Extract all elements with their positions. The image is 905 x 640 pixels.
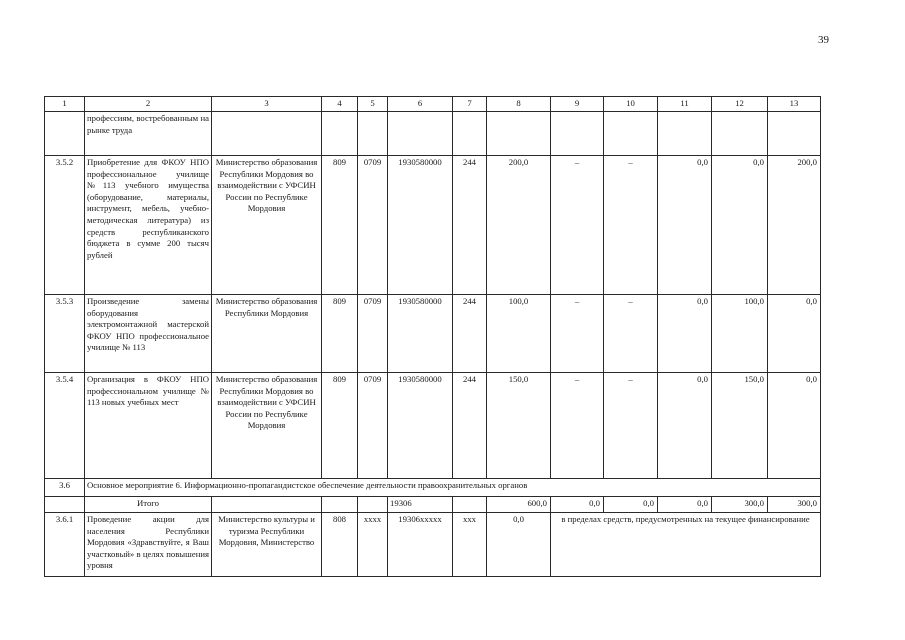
header-cell: 6	[388, 97, 453, 112]
cell-value: 0,0	[658, 497, 712, 513]
table-row	[45, 373, 821, 479]
cell-value: –	[604, 156, 658, 295]
table-row	[45, 295, 821, 373]
header-cell: 1	[45, 97, 85, 112]
cell-value: –	[604, 295, 658, 373]
cell-value: 19306ххххх	[388, 513, 453, 577]
cell-value: 808	[322, 513, 358, 577]
table-row	[45, 156, 821, 295]
cell-value: 0,0	[658, 156, 712, 295]
header-cell: 3	[212, 97, 322, 112]
executor: Министерство образования Республики Мордовия	[212, 295, 322, 373]
section-row	[45, 479, 821, 497]
cell-value: 809	[322, 156, 358, 295]
header-cell: 10	[604, 97, 658, 112]
cell-value: –	[551, 156, 604, 295]
cell-value: 244	[453, 295, 487, 373]
cell-value: 244	[453, 373, 487, 479]
item-number: 3.6.1	[45, 513, 85, 577]
executor: Министерство культуры и туризма Республики Мордовия, Министерство	[212, 513, 322, 577]
cell-value: 1930580000	[388, 373, 453, 479]
header-cell: 9	[551, 97, 604, 112]
table-row	[45, 513, 821, 577]
cell-value: 809	[322, 295, 358, 373]
cell-value: 200,0	[768, 156, 821, 295]
cell-value: 0,0	[658, 295, 712, 373]
header-cell: 11	[658, 97, 712, 112]
cell-value: 0,0	[487, 513, 551, 577]
program-table	[44, 96, 821, 577]
item-name: Организация в ФКОУ НПО профессиональном училище № 113 новых учебных мест	[85, 373, 212, 479]
cell-value: 19306	[388, 497, 453, 513]
section-number: 3.6	[45, 479, 85, 497]
table-header-row	[45, 97, 821, 112]
header-cell: 13	[768, 97, 821, 112]
item-name: Произведение замены оборудования электромонтажной мастерской ФКОУ НПО профессиональное училище № 113	[85, 295, 212, 373]
header-cell: 8	[487, 97, 551, 112]
cell-value: 1930580000	[388, 295, 453, 373]
cell-value: хххх	[358, 513, 388, 577]
item-name: профессиям, востребованным на рынке труда	[85, 112, 212, 156]
total-row	[45, 497, 821, 513]
cell-value: 600,0	[487, 497, 551, 513]
cell-value: 0,0	[712, 156, 768, 295]
cell-value: 0709	[358, 295, 388, 373]
funding-note: в пределах средств, предусмотренных на текущее финансирование	[551, 513, 821, 577]
item-number: 3.5.2	[45, 156, 85, 295]
cell-value: 200,0	[487, 156, 551, 295]
item-number: 3.5.3	[45, 295, 85, 373]
cell-value: 0,0	[551, 497, 604, 513]
cell-value: 244	[453, 156, 487, 295]
total-label: Итого	[85, 497, 212, 513]
cell-value: –	[551, 373, 604, 479]
cell-value: 0,0	[768, 373, 821, 479]
cell-value: 0,0	[658, 373, 712, 479]
cell-value: 100,0	[712, 295, 768, 373]
cell-value: 0709	[358, 373, 388, 479]
section-title: Основное мероприятие 6. Информационно-пропагандистское обеспечение деятельности правоохранительных органов	[85, 479, 821, 497]
cell-value: 150,0	[712, 373, 768, 479]
cell-value: 1930580000	[388, 156, 453, 295]
executor: Министерство образования Республики Мордовия во взаимодействии с УФСИН России по Республике Мордовия	[212, 156, 322, 295]
header-cell: 2	[85, 97, 212, 112]
page-number: 39	[818, 34, 829, 46]
cell-value: 0,0	[768, 295, 821, 373]
item-name: Проведение акции для населения Республики Мордовия «Здравствуйте, я Ваш участковый» в целях повышения уровня	[85, 513, 212, 577]
cell-value: –	[551, 295, 604, 373]
cell-value: 150,0	[487, 373, 551, 479]
cell-value: 809	[322, 373, 358, 479]
table-row	[45, 112, 821, 156]
cell-value: 0709	[358, 156, 388, 295]
cell-value: 0,0	[604, 497, 658, 513]
cell-value: 100,0	[487, 295, 551, 373]
header-cell: 5	[358, 97, 388, 112]
cell-value: 300,0	[712, 497, 768, 513]
header-cell: 7	[453, 97, 487, 112]
header-cell: 12	[712, 97, 768, 112]
item-name: Приобретение для ФКОУ НПО профессиональное училище №113 учебного имущества (оборудование, материалы, инструмент, мебель, учебно-методическая литература) из средств республиканского бюджета в сумме 200 тысяч рублей	[85, 156, 212, 295]
cell-value: 300,0	[768, 497, 821, 513]
item-number: 3.5.4	[45, 373, 85, 479]
cell-value: ххх	[453, 513, 487, 577]
header-cell: 4	[322, 97, 358, 112]
executor: Министерство образования Республики Мордовия во взаимодействии с УФСИН России по Республике Мордовия	[212, 373, 322, 479]
cell-value: –	[604, 373, 658, 479]
